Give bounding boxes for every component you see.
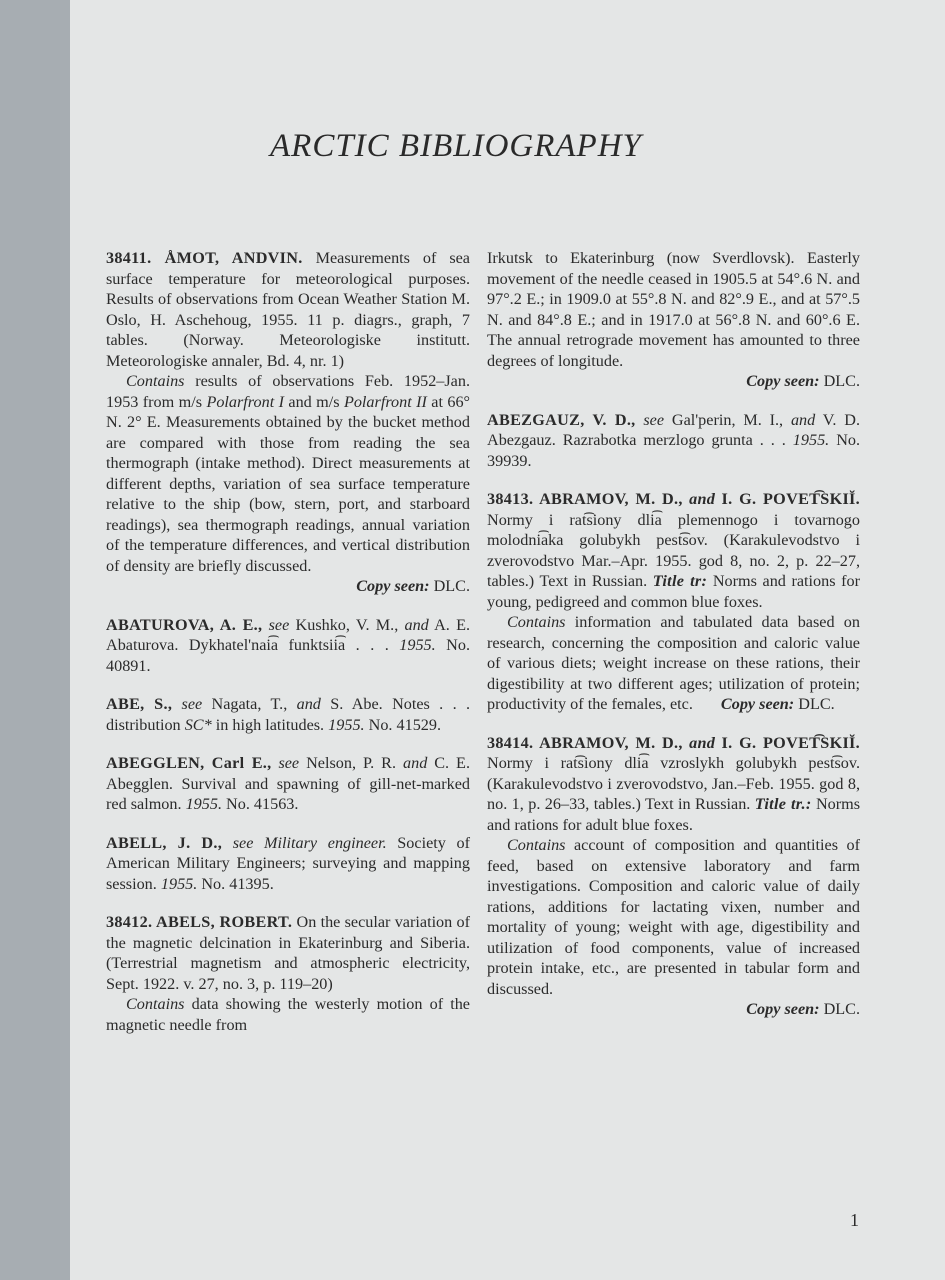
cross-ref-text: Gal'perin, M. I., (671, 410, 784, 429)
journal-title: Military engineer. (264, 833, 387, 852)
entry-abaturova (106, 615, 470, 677)
entry-heading: 38411. ÅMOT, ANDVIN. (106, 249, 303, 267)
contains-label: Contains (507, 613, 566, 631)
cross-ref-number: No. 41529. (368, 715, 442, 734)
and-label: and (403, 754, 428, 772)
see-label: see (268, 615, 290, 634)
cross-ref-text: C. E. Abegglen. Survival and spawning of gill-net-marked red salmon. (106, 754, 470, 813)
entry-heading: ABEZGAUZ, V. D., (487, 410, 636, 429)
title-tr-label: Title tr.: (754, 795, 812, 813)
abstract-text: and m/s (288, 392, 340, 411)
entry-heading: 38414. ABRAMOV, M. D., (487, 733, 683, 752)
page-number: 1 (850, 1210, 859, 1230)
entry-abe (106, 694, 470, 735)
cross-ref-text: Kushko, V. M., (295, 615, 399, 634)
right-column (487, 248, 860, 1038)
copy-seen-label: Copy seen: (356, 577, 430, 595)
abstract-text: at 66° N. 2° E. Measurements obtained by the bucket method are compared with those from reading the sea thermograph (intake method). Direct measurements at different depths, variation of sea surface temperature relative to the ship (bow, stern, port, and starboard readings), sea thermograph readings, annual variation of the temperature differences, and vertical distribution of density are briefly discussed. (106, 392, 471, 575)
copy-seen-value: DLC. (823, 1000, 860, 1018)
entry-heading: 38412. ABELS, ROBERT. (106, 913, 293, 931)
cross-ref-text: A. E. Abaturova. Dykhatel'nai͡a funktsii͡a . . . (106, 615, 471, 654)
ship-name: Polarfront II (343, 392, 427, 411)
copy-seen-label: Copy seen: (746, 372, 820, 390)
entry-abell (106, 833, 470, 895)
cross-ref-text: Society of American Military Engineers; surveying and mapping session. (106, 833, 470, 893)
see-label: see (232, 833, 254, 852)
and-label: and (790, 410, 816, 429)
title-translation: Norms and rations for young, pedigreed and common blue foxes. (487, 572, 861, 611)
entry-abezgauz (487, 410, 860, 472)
cross-ref-text: S. Abe. Notes . . . distribution (106, 695, 471, 734)
cross-ref-text: Nagata, T., (211, 695, 288, 713)
abstract-text: information and tabulated data based on research, concerning the composition and caloric value of various diets; weight increase on these rations, their digestibility at two different ages; utilization of protein; productivity of the females, etc. (487, 613, 860, 713)
entry-heading: I. G. POVET͡SKIĬ. (721, 490, 861, 508)
entry-citation: Normy i rat͡siony dli͡a plemennogo i tovarnogo molodni͡aka golubykh pest͡sov. (Karakulevodstvo i zverovodstvo Mar.–Apr. 1955. god 8, no. 2, p. 22–27, tables.) Text in Russian. (487, 510, 860, 590)
entry-38411 (106, 248, 470, 597)
copy-seen-value: DLC. (433, 577, 470, 595)
entry-38412-continued (487, 248, 860, 392)
and-label: and (689, 733, 716, 752)
abstract-text: results of observations Feb. 1952–Jan. 1953 from m/s (106, 372, 471, 411)
entry-38413 (487, 489, 860, 715)
contains-label: Contains (507, 836, 566, 854)
copy-seen (106, 576, 470, 597)
copy-seen (487, 999, 860, 1020)
abstract-text: data showing the westerly motion of the magnetic needle from (106, 995, 470, 1034)
copy-seen-label: Copy seen: (720, 695, 795, 713)
cross-ref-text: Nelson, P. R. (306, 754, 397, 772)
cross-ref-number: No. 40891. (106, 636, 471, 675)
see-label: see (181, 695, 203, 713)
entry-heading: I. G. POVET͡SKIĬ. (721, 733, 861, 752)
contains-label: Contains (126, 995, 185, 1013)
title-translation: Norms and rations for adult blue foxes. (487, 795, 861, 834)
entry-citation: Normy i rat͡siony dli͡a vzroslykh golubykh pest͡sov. (Karakulevodstvo i zverovodstvo, Jan.–Feb. 1955. god 8, no. 1, p. 26–33, tables.) Text in Russian. (487, 754, 860, 813)
copy-seen (487, 371, 860, 392)
entry-citation: Measurements of sea surface temperature for meteorological purposes. Results of observations from Ocean Weather Station M. Oslo, H. Aschehoug, 1955. 11 p. diagrs., graph, 7 tables. (Norway. Meteorologiske institutt. Meteorologiske annaler, Bd. 4, nr. 1) (106, 249, 470, 370)
year: 1955. (792, 431, 830, 449)
entry-38412 (106, 912, 470, 1035)
cross-ref-number: No. 41563. (226, 795, 299, 813)
cross-ref-number: No. 39939. (487, 431, 861, 470)
book-gutter (0, 0, 70, 1280)
left-column (106, 248, 470, 1053)
title-tr-label: Title tr: (652, 572, 708, 590)
copy-seen-label: Copy seen: (746, 1000, 820, 1018)
entry-heading: ABEGGLEN, Carl E., (106, 754, 272, 772)
cross-ref-text: in high latitudes. (215, 715, 325, 734)
copy-seen-value: DLC. (798, 695, 835, 713)
year: 1955. (160, 874, 198, 893)
entry-citation: On the secular variation of the magnetic delcination in Ekaterinburg and Siberia. (Terrestrial magnetism and atmospheric electricity, Sept. 1922. v. 27, no. 3, p. 119–20) (106, 913, 471, 993)
year: 1955. (185, 795, 222, 813)
cross-ref-number: No. 41395. (201, 874, 274, 893)
see-label: see (278, 754, 300, 772)
entry-heading: ABE, S., (106, 695, 173, 713)
see-label: see (643, 410, 665, 429)
ship-name: Polarfront I (206, 392, 284, 411)
cross-ref-text: V. D. Abezgauz. Razrabotka merzlogo grunta . . . (487, 410, 861, 449)
and-label: and (296, 695, 321, 713)
year: 1955. (399, 636, 436, 654)
and-label: and (404, 615, 429, 634)
contains-label: Contains (126, 372, 185, 390)
entry-heading: ABATUROVA, A. E., (106, 615, 263, 634)
entry-38414 (487, 733, 860, 1020)
abstract-text: Irkutsk to Ekaterinburg (now Sverdlovsk). Easterly movement of the needle ceased in 1905.5 at 54°.6 N. and 97°.2 E.; in 1909.0 at 55°.8 N. and 82°.9 E., and at 57°.5 N. and 84°.8 E.; and in 1917.0 at 56°.8 N. and 60°.6 E. The annual retrograde movement has amounted to three degrees of longitude. (487, 249, 860, 370)
and-label: and (689, 490, 716, 508)
sc-label: SC* (184, 715, 212, 734)
entry-heading: 38413. ABRAMOV, M. D., (487, 490, 683, 508)
page-title: ARCTIC BIBLIOGRAPHY (270, 128, 642, 164)
copy-seen-value: DLC. (823, 372, 860, 390)
abstract-text: account of composition and quantities of feed, based on extensive laboratory and farm investigations. Composition and caloric value of daily rations, additions for lactating vixen, number and mortality of young; weight with age, digestibility and utilization of food components, value of increased protein intake, etc., are presented in tabular form and discussed. (487, 836, 860, 998)
entry-abegglen (106, 753, 470, 815)
entry-heading: ABELL, J. D., (106, 833, 223, 852)
year: 1955. (328, 715, 365, 734)
